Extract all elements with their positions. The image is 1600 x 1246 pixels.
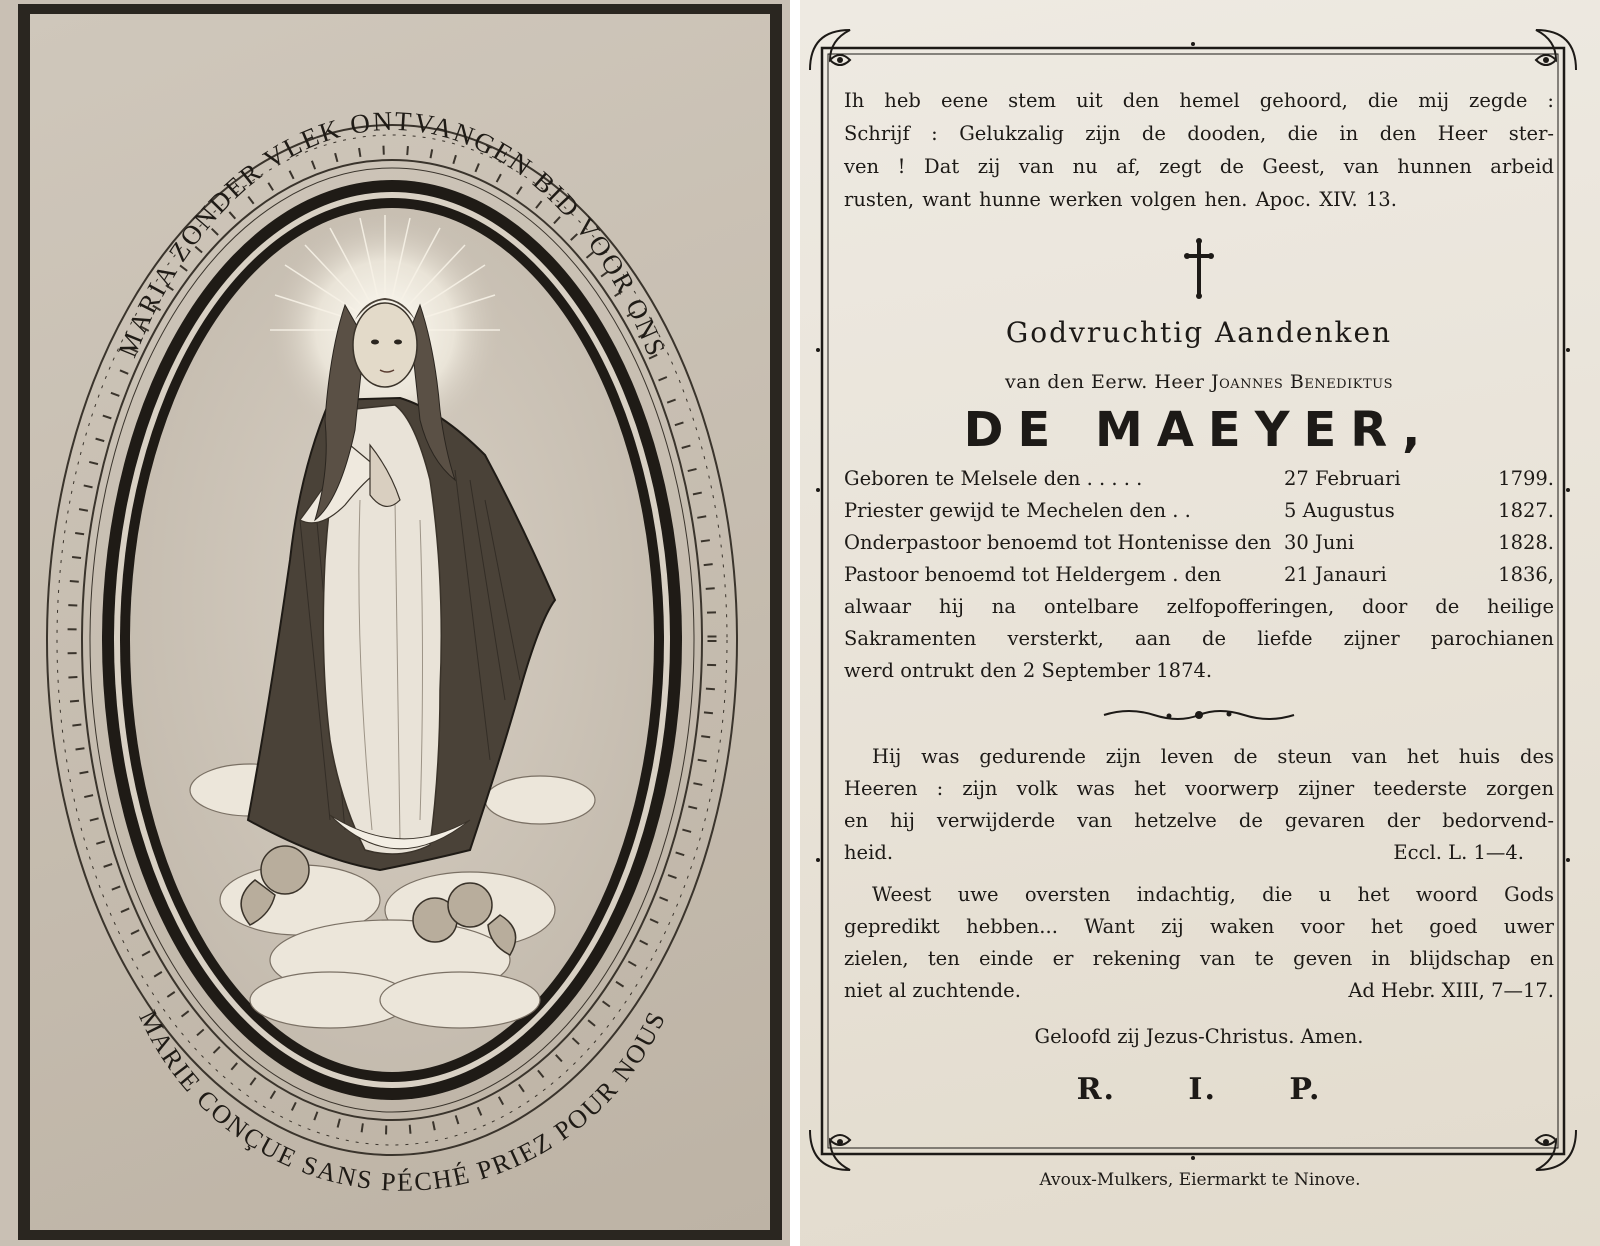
verse-line: Ih heb eene stem uit den hemel gehoord, die mij zegde : xyxy=(844,89,1554,112)
paragraph-end: niet al zuchtende. xyxy=(844,979,1021,1002)
printer-imprint: Avoux-Mulkers, Eiermarkt te Ninove. xyxy=(1039,1170,1361,1190)
bottom-arc-caption: MARIE CONÇUE SANS PÉCHÉ PRIEZ POUR NOUS xyxy=(133,1005,672,1197)
bio-date: 27 Februari xyxy=(1284,467,1401,490)
bio-year: 1799. xyxy=(1498,467,1554,490)
scripture-paragraph xyxy=(844,741,1554,1007)
paragraph-line: zielen, ten einde er rekening van te geven in blijdschap en xyxy=(844,947,1554,970)
paragraph-line: Weest uwe oversten indachtig, die u het woord Gods xyxy=(872,883,1554,906)
card-title: Godvruchtig Aandenken xyxy=(1005,316,1393,349)
bio-row xyxy=(844,527,1554,559)
scripture-reference: Ad Hebr. XIII, 7—17. xyxy=(1348,979,1554,1002)
flourish-divider-icon xyxy=(844,705,1554,725)
holy-card-image-side xyxy=(0,0,790,1246)
bio-text-line: alwaar hij na ontelbare zelfopofferingen, door de heilige xyxy=(844,595,1554,618)
bio-date: 21 Janauri xyxy=(1284,563,1387,586)
paragraph-line: gepredikt hebben... Want zij waken voor het goed uwer xyxy=(844,915,1554,938)
memorial-text-side xyxy=(800,0,1600,1246)
verse-line: Schrijf : Gelukzalig zijn de dooden, die in den Heer ster- xyxy=(844,122,1554,145)
bio-row xyxy=(844,463,1554,495)
bio-row xyxy=(844,559,1554,591)
paragraph-line: Hij was gedurende zijn leven de steun van het huis des xyxy=(872,745,1554,768)
bio-year: 1827. xyxy=(1498,499,1554,522)
deceased-given-names: Joannes Benediktus xyxy=(1211,371,1393,393)
verse-line: ven ! Dat zij van nu af, zegt de Geest, van hunnen arbeid xyxy=(844,155,1554,178)
bio-label: Geboren te Melsele den . . . . . xyxy=(844,467,1143,490)
bio-text-line: Sakramenten versterkt, aan de liefde zijner parochianen xyxy=(844,627,1554,650)
verse-line: rusten, want hunne werken volgen hen. Apoc. XIV. 13. xyxy=(844,188,1397,211)
paragraph-line: en hij verwijderde van hetzelve de gevaren der bedorvend- xyxy=(844,809,1554,832)
scripture-verse xyxy=(844,84,1554,216)
bio-label: Priester gewijd te Mechelen den . . xyxy=(844,499,1191,522)
paragraph-line: Heeren : zijn volk was het voorwerp zijner teederste zorgen xyxy=(844,777,1554,800)
bio-row xyxy=(844,495,1554,527)
rip-inscription: R. I. P. xyxy=(1076,1072,1322,1107)
card-subtitle xyxy=(844,371,1554,393)
top-arc-caption: MARIA ZONDER VLEK ONTVANGEN BID VOOR ONS xyxy=(111,105,673,362)
bio-date: 5 Augustus xyxy=(1284,499,1395,522)
bio-label: Pastoor benoemd tot Heldergem . den xyxy=(844,563,1222,586)
bio-date: 30 Juni xyxy=(1284,531,1355,554)
scripture-reference: Eccl. L. 1—4. xyxy=(1393,841,1524,864)
cross-icon xyxy=(844,238,1554,300)
biography xyxy=(844,463,1554,687)
memorial-text xyxy=(844,84,1554,1107)
bio-text-line: werd ontrukt den 2 September 1874. xyxy=(844,659,1213,682)
bio-year: 1836, xyxy=(1498,563,1554,586)
paragraph-ref-line xyxy=(844,975,1554,1007)
closing-prayer: Geloofd zij Jezus-Christus. Amen. xyxy=(1034,1025,1364,1048)
bio-year: 1828. xyxy=(1498,531,1554,554)
subtitle-prefix: van den Eerw. Heer xyxy=(1005,371,1212,393)
deceased-surname: DE MAEYER, xyxy=(963,402,1435,458)
madonna-illustration xyxy=(0,0,790,1246)
paragraph-ref-line xyxy=(844,837,1554,869)
paragraph-end: heid. xyxy=(844,841,894,864)
bio-label: Onderpastoor benoemd tot Hontenisse den xyxy=(844,531,1272,554)
